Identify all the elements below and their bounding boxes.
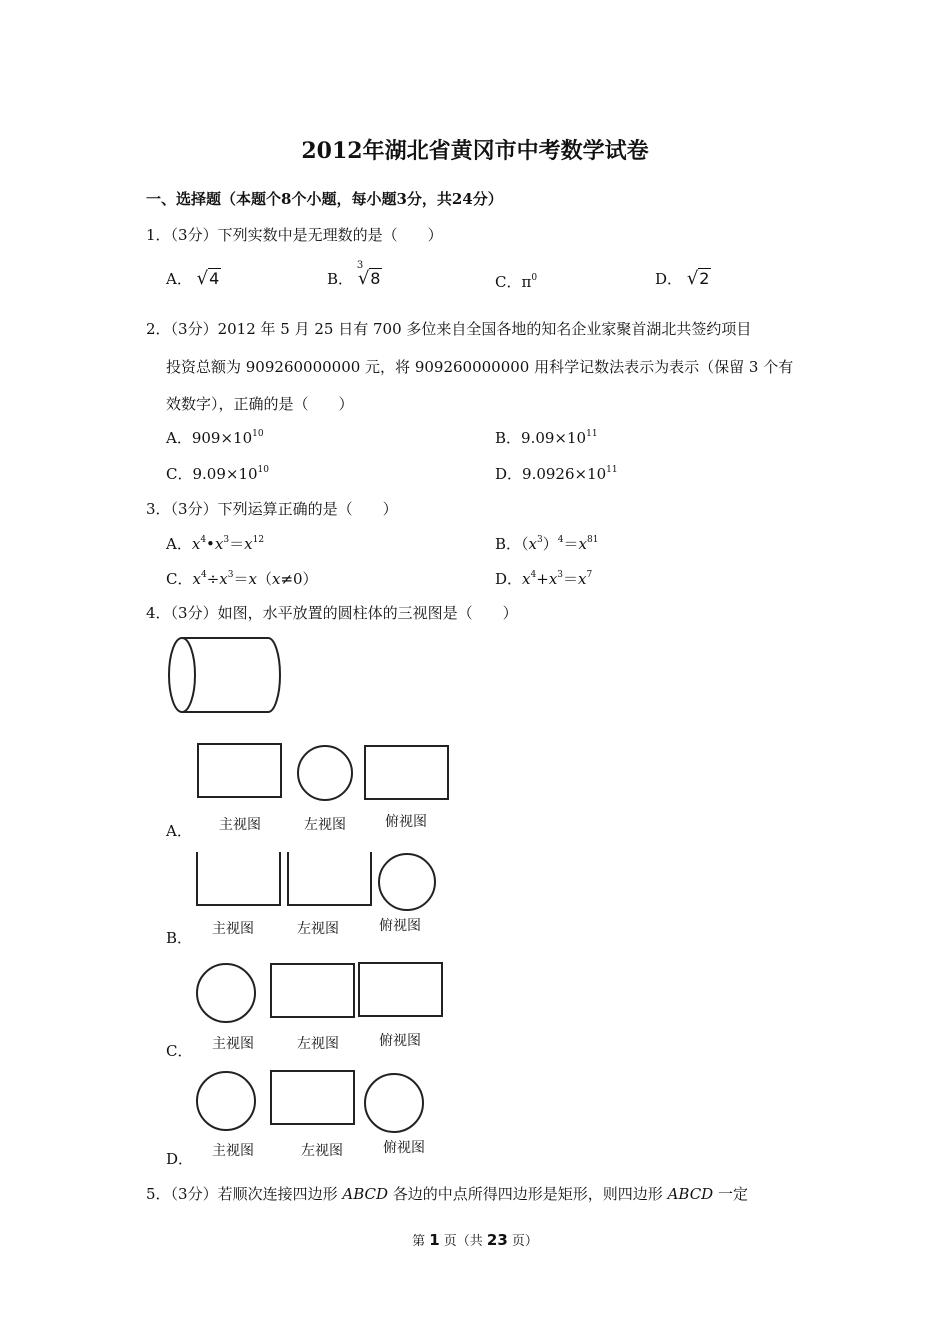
label-front-view: 主视图: [219, 817, 261, 833]
rectangle-view: [285, 852, 375, 908]
variable: x: [578, 535, 587, 553]
circle-view: [375, 851, 439, 913]
exponent: 3: [227, 570, 234, 580]
quadrilateral-name: ABCD: [667, 1185, 714, 1203]
label-top-view: 俯视图: [385, 814, 427, 830]
option-value: 909×10: [191, 429, 253, 447]
label-front-view: 主视图: [212, 1143, 254, 1159]
operator: ＝: [563, 535, 579, 553]
rectangle-view: [196, 742, 284, 800]
exponent: 4: [200, 570, 207, 580]
footer-text: 页（共: [439, 1234, 487, 1249]
page-title: 2012年湖北省黄冈市中考数学试卷: [301, 138, 649, 164]
operator: +: [536, 570, 549, 588]
operator: ＝: [229, 535, 245, 553]
rectangle-view: [357, 961, 445, 1019]
variable: x: [219, 570, 228, 588]
rectangle-view: [363, 744, 451, 802]
question-stem: 一定: [713, 1185, 748, 1203]
option-c: [166, 463, 269, 484]
option-a-label: A．: [166, 822, 192, 840]
variable: x: [192, 570, 201, 588]
exponent: 4: [530, 570, 537, 580]
option-label: C．: [166, 465, 193, 483]
label-left-view: 左视图: [297, 1036, 339, 1052]
option-b: [495, 427, 598, 448]
question-number: 4．: [146, 604, 171, 622]
option-d: [495, 463, 618, 484]
circle-view: [293, 743, 357, 803]
exponent: 11: [606, 465, 618, 475]
quadrilateral-name: ABCD: [342, 1185, 389, 1203]
question-2-line-2: 投资总额为 909260000000 元，将 909260000000 用科学记数法表示为表示（保留 3 个有: [166, 358, 794, 376]
pi-symbol: π: [521, 273, 532, 291]
sqrt-expression: √2: [686, 268, 710, 289]
cbrt-expression: 3 √8: [356, 260, 381, 289]
question-number: 1．: [146, 226, 171, 244]
exponent: 4: [557, 535, 564, 545]
exponent: 3: [557, 570, 564, 580]
sqrt-expression: √4: [196, 268, 220, 289]
question-number: 5．: [146, 1185, 171, 1203]
label-top-view: 俯视图: [379, 1033, 421, 1049]
option-d: [655, 268, 711, 289]
option-a: [166, 533, 264, 554]
option-b-label: B．: [166, 929, 193, 947]
label-top-view: 俯视图: [383, 1140, 425, 1156]
exponent: 11: [586, 429, 598, 439]
option-label: B．: [495, 429, 522, 447]
label-top-view: 俯视图: [379, 918, 421, 934]
option-d: [495, 568, 592, 589]
root-index: 3: [356, 260, 364, 271]
option-label: C．: [495, 273, 522, 291]
paren: （: [521, 535, 529, 553]
operator: •: [206, 535, 215, 553]
option-label: D．: [655, 270, 683, 288]
question-stem: 各边的中点所得四边形是矩形，则四边形: [388, 1185, 668, 1203]
label-front-view: 主视图: [212, 921, 254, 937]
option-c: [166, 568, 318, 589]
option-d-label: D．: [166, 1150, 194, 1168]
circle-view: [193, 961, 259, 1025]
option-label: C．: [166, 570, 193, 588]
variable: x: [578, 570, 587, 588]
option-label: A．: [166, 535, 192, 553]
variable: x: [248, 570, 257, 588]
label-left-view: 左视图: [304, 817, 346, 833]
question-1: [146, 224, 443, 245]
page-number: 1: [429, 1231, 440, 1249]
question-number: 3．: [146, 500, 171, 518]
question-stem: （3分）下列运算正确的是（ ）: [170, 500, 398, 518]
variable: x: [214, 535, 224, 553]
exponent: 4: [200, 535, 207, 545]
paren: ）: [542, 535, 558, 553]
option-c: [495, 271, 537, 292]
exponent: 3: [537, 535, 543, 545]
option-label: D．: [495, 465, 523, 483]
option-label: A．: [166, 270, 192, 288]
option-label: B．: [495, 535, 522, 553]
page-total: 23: [486, 1231, 508, 1249]
label-front-view: 主视图: [212, 1036, 254, 1052]
exponent: 10: [257, 465, 269, 475]
circle-view: [193, 1069, 259, 1133]
exponent: 0: [531, 273, 538, 283]
option-value: 9.0926×10: [522, 465, 607, 483]
radicand: 4: [209, 269, 220, 288]
option-b: [495, 533, 598, 554]
radicand: 2: [699, 269, 710, 288]
question-number: 2．: [146, 320, 171, 338]
page-footer: [0, 1230, 950, 1249]
cylinder-figure: [160, 630, 285, 720]
variable: x: [528, 535, 538, 553]
rectangle-view: [269, 962, 357, 1020]
variable: x: [548, 570, 558, 588]
question-2-line-1: [146, 318, 751, 339]
paren: （: [256, 570, 272, 588]
variable: x: [191, 535, 201, 553]
exponent: 7: [586, 570, 593, 580]
condition: ≠0）: [280, 570, 318, 588]
exponent: 10: [252, 429, 264, 439]
option-label: A．: [166, 429, 192, 447]
footer-text: 页）: [507, 1234, 538, 1249]
question-stem: （3分）2012 年 5 月 25 日有 700 多位来自全国各地的知名企业家聚首湖北共签约项目: [170, 320, 752, 338]
question-5: [146, 1183, 748, 1204]
exponent: 3: [223, 535, 230, 545]
question-2-line-3: 效数字），正确的是（ ）: [166, 395, 354, 413]
option-label: B．: [327, 270, 354, 288]
option-c-label: C．: [166, 1042, 193, 1060]
exponent: 81: [586, 535, 599, 545]
operator: ＝: [233, 570, 249, 588]
question-stem: （3分）下列实数中是无理数的是（ ）: [170, 226, 443, 244]
question-stem: （3分）若顺次连接四边形: [170, 1185, 343, 1203]
rectangle-view: [269, 1069, 357, 1127]
section-heading: 一、选择题（本题个8个小题，每小题3分，共24分）: [146, 190, 503, 208]
option-b: [327, 260, 382, 289]
footer-text: 第: [412, 1234, 430, 1249]
exponent: 12: [252, 535, 265, 545]
option-a: [166, 427, 264, 448]
question-3: [146, 498, 398, 519]
label-left-view: 左视图: [297, 921, 339, 937]
label-left-view: 左视图: [301, 1143, 343, 1159]
question-4: [146, 602, 518, 623]
radicand: 8: [370, 269, 381, 288]
operator: ÷: [206, 570, 220, 588]
variable: x: [271, 570, 281, 588]
option-value: 9.09×10: [521, 429, 587, 447]
variable: x: [244, 535, 253, 553]
option-label: D．: [495, 570, 523, 588]
option-a: [166, 268, 221, 289]
option-value: 9.09×10: [192, 465, 258, 483]
variable: x: [522, 570, 531, 588]
question-stem: （3分）如图，水平放置的圆柱体的三视图是（ ）: [170, 604, 518, 622]
circle-view: [361, 1071, 427, 1135]
rectangle-view: [194, 852, 284, 908]
operator: ＝: [563, 570, 579, 588]
